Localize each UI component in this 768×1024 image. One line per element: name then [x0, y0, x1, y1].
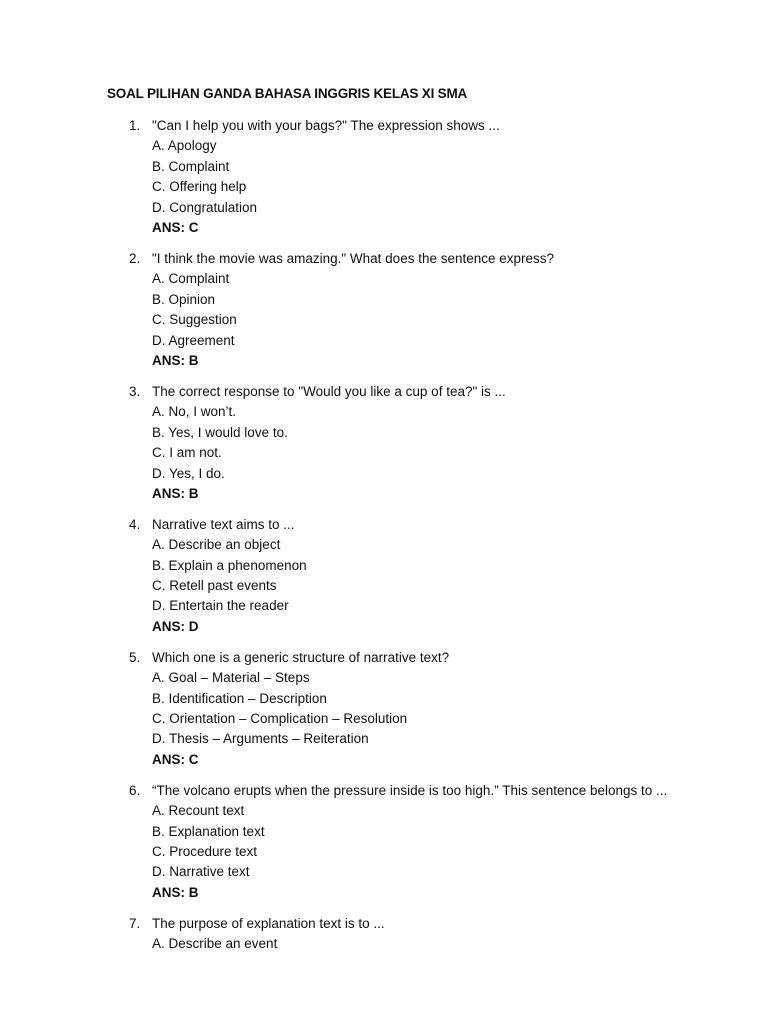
question-number: 3.: [129, 383, 141, 399]
question-item: [0, 781, 768, 903]
option-list: [0, 801, 768, 883]
answer-option: A. Describe an event: [152, 936, 278, 952]
question-number: 6.: [129, 782, 141, 798]
answer-key: ANS: C: [152, 751, 199, 767]
answer-option: D. Narrative text: [152, 864, 250, 880]
option-list: [0, 269, 768, 351]
answer-option: D. Agreement: [152, 332, 235, 348]
answer-option: B. Yes, I would love to.: [152, 424, 288, 440]
question-text: "I think the movie was amazing." What does the sentence express?: [152, 250, 555, 266]
answer-key: ANS: D: [152, 618, 199, 634]
answer-option: B. Explanation text: [152, 823, 265, 839]
question-item: [0, 382, 768, 504]
answer-option: A. Apology: [152, 138, 217, 154]
question-text: "Can I help you with your bags?" The expression shows ...: [152, 118, 500, 133]
answer-option: C. Suggestion: [152, 312, 237, 328]
answer-option: C. Procedure text: [152, 843, 258, 859]
answer-option: B. Explain a phenomenon: [152, 557, 307, 573]
answer-option: D. Yes, I do.: [152, 465, 225, 481]
question-list: [0, 116, 768, 965]
question-item: [0, 116, 768, 238]
question-item: [0, 914, 768, 955]
answer-key: ANS: B: [152, 884, 199, 900]
question-number: 1.: [129, 118, 141, 133]
option-list: [0, 535, 768, 617]
document-title: SOAL PILIHAN GANDA BAHASA INGGRIS KELAS XI SMA: [107, 86, 468, 101]
option-list: [0, 668, 768, 750]
answer-key: ANS: B: [152, 352, 199, 368]
question-number: 4.: [129, 516, 141, 532]
question-text: “The volcano erupts when the pressure inside is too high.” This sentence belongs to ...: [152, 782, 668, 798]
option-list: [0, 402, 768, 484]
answer-option: A. Complaint: [152, 271, 230, 287]
answer-key: ANS: B: [152, 485, 199, 501]
answer-option: D. Congratulation: [152, 199, 258, 215]
question-number: 2.: [129, 250, 141, 266]
option-list: [0, 934, 768, 954]
answer-key: ANS: C: [152, 220, 199, 236]
option-list: [0, 136, 768, 218]
question-text: Which one is a generic structure of narrative text?: [152, 649, 450, 665]
answer-option: A. No, I won’t.: [152, 404, 237, 420]
question-item: [0, 648, 768, 770]
question-number: 7.: [129, 915, 141, 931]
answer-option: C. I am not.: [152, 445, 222, 461]
question-item: [0, 515, 768, 637]
answer-option: D. Entertain the reader: [152, 598, 289, 614]
question-item: [0, 249, 768, 371]
answer-option: A. Describe an object: [152, 537, 281, 553]
question-number: 5.: [129, 649, 141, 665]
answer-option: A. Goal – Material – Steps: [152, 670, 310, 686]
answer-option: A. Recount text: [152, 803, 245, 819]
question-text: Narrative text aims to ...: [152, 516, 295, 532]
question-text: The purpose of explanation text is to ...: [152, 915, 385, 931]
answer-option: B. Opinion: [152, 291, 216, 307]
answer-option: C. Offering help: [152, 179, 247, 195]
answer-option: C. Retell past events: [152, 578, 277, 594]
answer-option: C. Orientation – Complication – Resolution: [152, 710, 408, 726]
answer-option: B. Identification – Description: [152, 690, 327, 706]
answer-option: D. Thesis – Arguments – Reiteration: [152, 731, 369, 747]
question-text: The correct response to "Would you like a cup of tea?" is ...: [152, 383, 506, 399]
answer-option: B. Complaint: [152, 158, 230, 174]
